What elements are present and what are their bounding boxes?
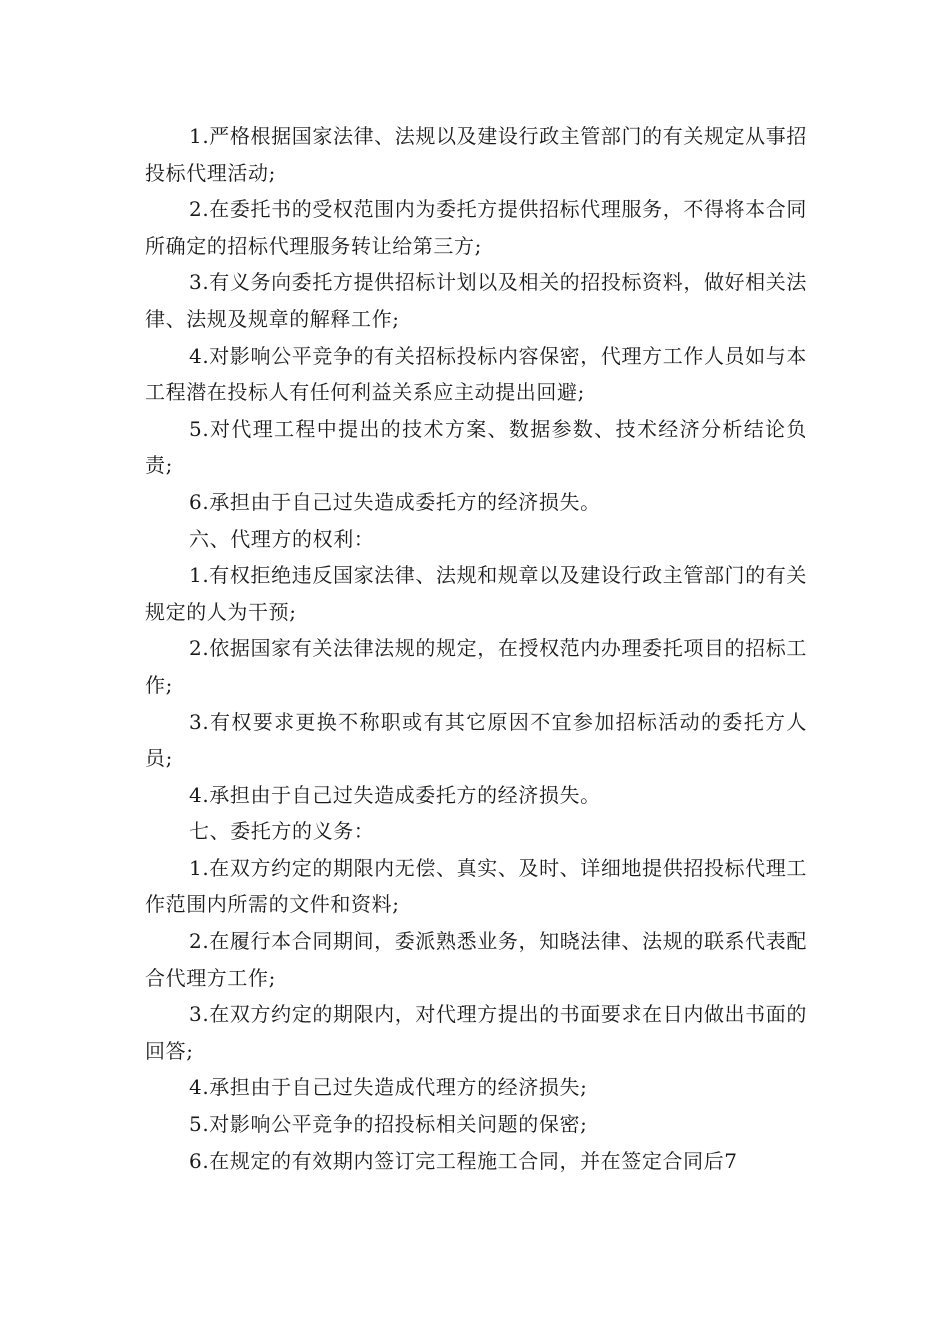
paragraph-agent-duty-5: 5.对代理工程中提出的技术方案、数据参数、技术经济分析结论负责; <box>145 416 807 478</box>
paragraph-agent-duty-4: 4.对影响公平竞争的有关招标投标内容保密，代理方工作人员如与本工程潜在投标人有任何利益关系应主动提出回避; <box>145 343 807 405</box>
document-body <box>145 118 807 1179</box>
paragraph-agent-duty-1: 1.严格根据国家法律、法规以及建设行政主管部门的有关规定从事招投标代理活动; <box>145 124 807 185</box>
paragraph-client-duty-5: 5.对影响公平竞争的招投标相关问题的保密; <box>189 1112 588 1137</box>
section-heading-client-duties: 七、委托方的义务： <box>189 819 375 844</box>
paragraph-agent-right-4: 4.承担由于自己过失造成委托方的经济损失。 <box>189 782 601 807</box>
paragraph-client-duty-2: 2.在履行本合同期间，委派熟悉业务，知晓法律、法规的联系代表配合代理方工作; <box>145 929 807 990</box>
paragraph-agent-right-3: 3.有权要求更换不称职或有其它原因不宜参加招标活动的委托方人员; <box>145 709 807 771</box>
paragraph-agent-duty-2: 2.在委托书的受权范围内为委托方提供招标代理服务，不得将本合同所确定的招标代理服务转让给第三方; <box>145 197 807 258</box>
section-heading-agent-rights: 六、代理方的权利： <box>189 526 375 551</box>
paragraph-client-duty-1: 1.在双方约定的期限内无偿、真实、及时、详细地提供招投标代理工作范围内所需的文件和资料; <box>145 855 807 917</box>
paragraph-client-duty-3: 3.在双方约定的期限内，对代理方提出的书面要求在日内做出书面的回答; <box>145 1002 807 1063</box>
paragraph-agent-right-2: 2.依据国家有关法律法规的规定，在授权范内办理委托项目的招标工作; <box>145 636 807 697</box>
paragraph-agent-right-1: 1.有权拒绝违反国家法律、法规和规章以及建设行政主管部门的有关规定的人为干预; <box>145 563 807 624</box>
paragraph-agent-duty-3: 3.有义务向委托方提供招标计划以及相关的招投标资料，做好相关法律、法规及规章的解释工作; <box>145 270 807 331</box>
paragraph-client-duty-6: 6.在规定的有效期内签订完工程施工合同，并在签定合同后7 <box>189 1148 738 1173</box>
paragraph-agent-duty-6: 6.承担由于自己过失造成委托方的经济损失。 <box>189 489 601 514</box>
paragraph-client-duty-4: 4.承担由于自己过失造成代理方的经济损失; <box>189 1075 588 1100</box>
